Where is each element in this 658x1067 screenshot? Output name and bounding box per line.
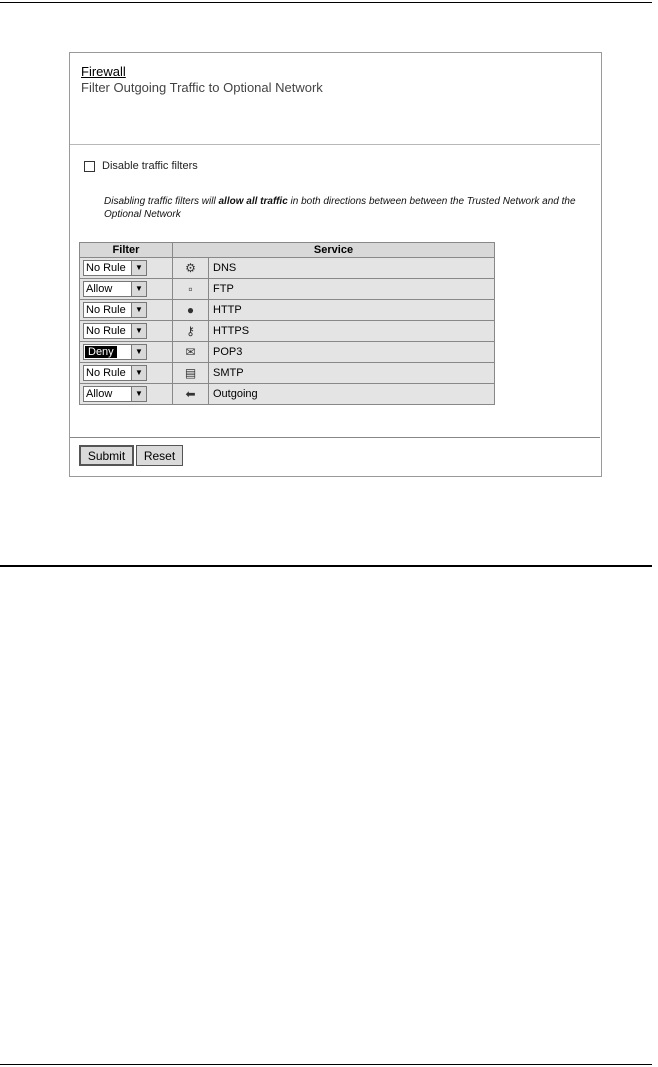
note-bold: allow all traffic [218,196,288,207]
disable-note [104,195,594,221]
bottom-rule [0,1064,652,1065]
filter-select-dns[interactable] [83,260,147,276]
service-name: FTP [209,279,495,300]
filter-table [79,242,495,405]
filter-select-http[interactable] [83,302,147,318]
icon-cell [173,363,209,384]
service-name: DNS [209,258,495,279]
chevron-down-icon[interactable]: ▼ [131,345,146,359]
filter-cell [80,384,173,405]
service-column-header: Service [173,243,495,258]
table-row [80,363,495,384]
filter-cell [80,342,173,363]
filter-select-ftp[interactable] [83,281,147,297]
service-name: POP3 [209,342,495,363]
service-name: HTTP [209,300,495,321]
filter-column-header: Filter [80,243,173,258]
filter-cell [80,363,173,384]
filter-cell [80,258,173,279]
icon-cell [173,321,209,342]
submit-button[interactable]: Submit [79,445,134,466]
icon-cell [173,279,209,300]
pop3-icon: ✉ [185,345,196,359]
divider [70,437,600,438]
service-name: HTTPS [209,321,495,342]
table-row [80,321,495,342]
breadcrumb-firewall[interactable]: Firewall [81,64,126,79]
filter-select-smtp[interactable] [83,365,147,381]
reset-button[interactable]: Reset [136,445,183,466]
chevron-down-icon[interactable]: ▼ [131,261,146,275]
icon-cell [173,258,209,279]
firewall-panel [69,52,602,477]
filter-select-value: Allow [86,388,113,400]
filter-cell [80,279,173,300]
filter-cell [80,321,173,342]
table-row [80,384,495,405]
filter-select-https[interactable] [83,323,147,339]
page-title: Filter Outgoing Traffic to Optional Network [81,80,323,95]
outgoing-icon: ⬅ [185,387,196,401]
chevron-down-icon[interactable]: ▼ [131,303,146,317]
filter-select-value: Allow [86,283,113,295]
chevron-down-icon[interactable]: ▼ [131,324,146,338]
disable-filters-row[interactable] [84,159,198,173]
filter-select-value: No Rule [86,262,126,274]
divider [70,144,600,145]
icon-cell [173,300,209,321]
smtp-icon: ▤ [184,366,197,380]
top-rule [0,2,652,3]
table-row [80,279,495,300]
note-prefix: Disabling traffic filters will [104,196,219,207]
note-suffix: in both directions between between the Trusted Network and the Optional Network [104,196,576,220]
http-icon: ● [186,303,195,317]
icon-cell [173,342,209,363]
filter-select-value: No Rule [86,325,126,337]
chevron-down-icon[interactable]: ▼ [131,366,146,380]
table-row [80,342,495,363]
filter-select-pop3[interactable] [83,344,147,360]
https-icon: ⚷ [186,324,195,338]
chevron-down-icon[interactable]: ▼ [131,387,146,401]
filter-select-value: Deny [85,346,117,358]
disable-filters-checkbox[interactable] [84,161,95,172]
filter-select-value: No Rule [86,367,126,379]
table-row [80,300,495,321]
ftp-icon: ▫ [188,282,193,296]
chevron-down-icon[interactable]: ▼ [131,282,146,296]
disable-filters-label: Disable traffic filters [102,160,198,172]
service-name: Outgoing [209,384,495,405]
icon-cell [173,384,209,405]
filter-select-value: No Rule [86,304,126,316]
filter-cell [80,300,173,321]
table-row [80,258,495,279]
mid-rule [0,565,652,567]
service-name: SMTP [209,363,495,384]
dns-icon: ⚙ [185,261,196,275]
filter-select-outgoing[interactable] [83,386,147,402]
